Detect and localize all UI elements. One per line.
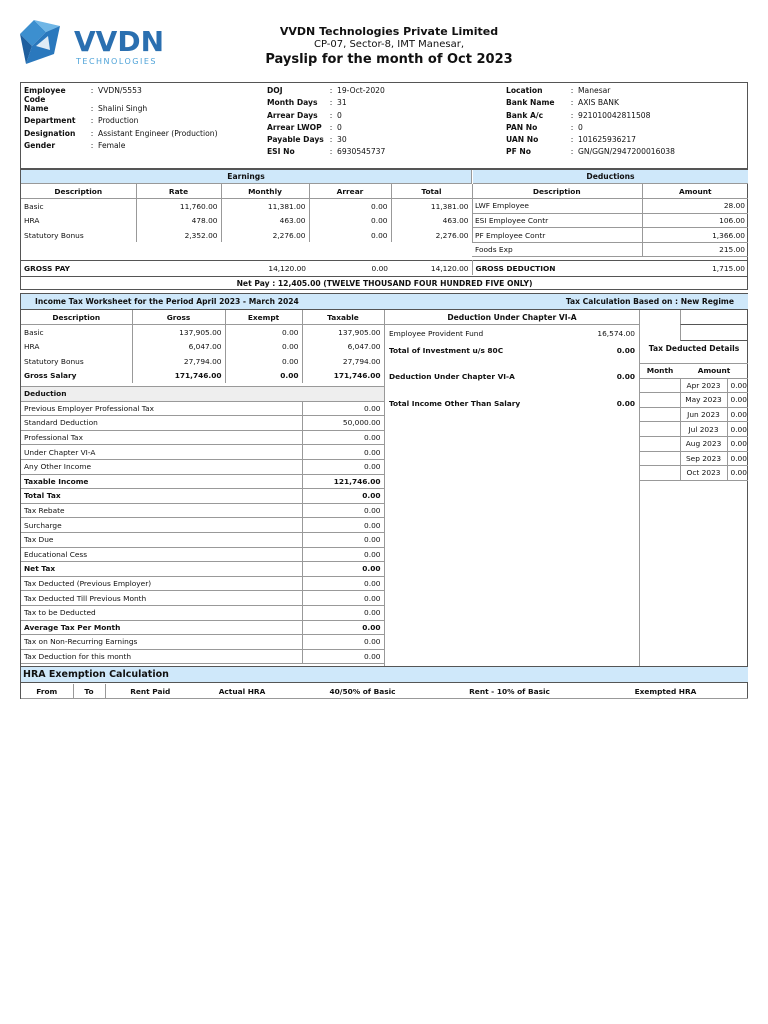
info-separator: : — [329, 122, 333, 132]
company-logo — [20, 20, 180, 68]
tds-amount: 0.00 — [727, 466, 748, 481]
tax-item-row — [21, 635, 384, 650]
tax-cell: 6,047.00 — [132, 339, 225, 354]
earnings-cell: HRA — [21, 213, 136, 228]
tds-amount: 0.00 — [727, 393, 748, 408]
tds-row — [640, 422, 748, 437]
hra-col-exempted: Exempted HRA — [634, 686, 697, 696]
tax-col-description: Description — [21, 310, 132, 325]
info-row — [506, 86, 746, 98]
chapter-via-value: 0.00 — [616, 346, 635, 355]
info-separator: : — [329, 98, 333, 108]
info-label: DOJ — [267, 86, 283, 95]
earnings-row — [21, 228, 472, 243]
deduction-description: ESI Employee Contr — [472, 213, 642, 228]
gross-pay-monthly: 14,120.00 — [268, 263, 306, 273]
tax-item-label: Taxable Income — [21, 474, 302, 489]
info-row — [506, 135, 746, 147]
info-row — [267, 111, 497, 123]
tax-cell: 137,905.00 — [302, 325, 384, 340]
tax-cell: 0.00 — [225, 368, 302, 383]
deduction-amount: 1,366.00 — [712, 230, 745, 240]
earnings-cell: 478.00 — [136, 213, 221, 228]
tax-item-value: 0.00 — [302, 576, 384, 591]
hra-table — [21, 684, 748, 699]
info-label: ESI No — [267, 147, 295, 157]
tax-item-row — [21, 503, 384, 518]
tds-spacer — [640, 422, 680, 437]
company-header — [200, 25, 578, 67]
tax-item-value: 0.00 — [302, 591, 384, 606]
tds-month: May 2023 — [680, 393, 727, 408]
gross-pay-label: GROSS PAY — [24, 263, 71, 273]
info-value: 101625936217 — [578, 135, 636, 145]
info-value: 921010042811508 — [578, 110, 651, 120]
info-label: Bank Name — [506, 98, 555, 108]
tax-regime: Tax Calculation Based on : New Regime — [565, 297, 734, 306]
info-separator: : — [90, 86, 94, 95]
earnings-row — [21, 199, 472, 214]
tds-col-amount: Amount — [697, 366, 731, 376]
tds-month: Oct 2023 — [680, 466, 727, 481]
tax-item-value: 0.00 — [302, 649, 384, 664]
chapter-via-label: Total of Investment u/s 80C — [389, 346, 504, 355]
chapter-via-label: Employee Provident Fund — [389, 329, 484, 338]
earnings-cell: Basic — [21, 199, 136, 214]
tax-item-value: 121,746.00 — [302, 474, 384, 489]
info-label: Arrear Days — [267, 110, 318, 120]
info-separator: : — [329, 86, 333, 95]
info-label: Location — [506, 86, 543, 95]
tax-cell: 171,746.00 — [132, 368, 225, 383]
hra-section — [20, 666, 748, 699]
info-row — [506, 147, 746, 159]
tax-deduction-table — [21, 386, 385, 664]
tax-item-value: 0.00 — [302, 489, 384, 504]
tax-item-row — [21, 430, 384, 445]
info-value: 19-Oct-2020 — [337, 86, 385, 95]
info-row — [506, 123, 746, 135]
info-separator: : — [570, 122, 574, 132]
tax-cell: HRA — [21, 339, 132, 354]
info-value: 0 — [337, 110, 342, 120]
tax-item-label: Surcharge — [21, 518, 302, 533]
info-label: PF No — [506, 147, 531, 157]
tax-item-row — [21, 591, 384, 606]
tax-cell: 6,047.00 — [302, 339, 384, 354]
tax-item-label: Under Chapter VI-A — [21, 445, 302, 460]
tax-item-row — [21, 649, 384, 664]
company-name: VVDN Technologies Private Limited — [279, 25, 499, 38]
tds-spacer — [640, 407, 680, 422]
tds-col-month: Month — [646, 366, 674, 376]
deduction-amount: 215.00 — [719, 245, 745, 255]
deduction-description: Foods Exp — [472, 242, 642, 257]
deduction-amount: 28.00 — [723, 201, 745, 211]
earnings-cell: 11,381.00 — [391, 199, 472, 214]
tds-month: Jul 2023 — [680, 422, 727, 437]
earnings-cell: 2,352.00 — [136, 228, 221, 243]
info-label: Designation — [24, 128, 76, 138]
tax-cell: 0.00 — [225, 354, 302, 369]
info-separator: : — [570, 147, 574, 157]
info-value: Shalini Singh — [98, 104, 148, 113]
tax-item-row — [21, 416, 384, 431]
tax-col-gross: Gross — [132, 310, 225, 325]
tax-item-value: 0.00 — [302, 445, 384, 460]
info-row — [506, 111, 746, 123]
info-value: Assistant Engineer (Production) — [98, 128, 218, 138]
tax-col-exempt: Exempt — [225, 310, 302, 325]
tds-row — [640, 393, 748, 408]
info-row — [267, 123, 497, 135]
ded-col-description: Description — [472, 184, 642, 199]
deductions-title: Deductions — [473, 170, 748, 184]
tds-month: Jun 2023 — [680, 407, 727, 422]
info-separator: : — [570, 98, 574, 108]
info-value: 0 — [578, 122, 583, 132]
tax-item-row — [21, 620, 384, 635]
tds-row — [640, 466, 748, 481]
info-row — [267, 135, 497, 147]
tax-col-taxable: Taxable — [302, 310, 384, 325]
tds-spacer — [640, 436, 680, 451]
info-value: Female — [98, 140, 126, 150]
earnings-row — [21, 213, 472, 228]
hra-col-to: To — [73, 684, 105, 699]
tax-item-value: 0.00 — [302, 532, 384, 547]
tax-cell: Statutory Bonus — [21, 354, 132, 369]
tax-item-label: Tax Deduction for this month — [21, 649, 302, 664]
info-separator: : — [570, 110, 574, 120]
tax-item-label: Tax on Non-Recurring Earnings — [21, 635, 302, 650]
net-pay: Net Pay : 12,405.00 (TWELVE THOUSAND FOUR HUNDRED FIVE ONLY) — [21, 276, 748, 290]
earn-col-total: Total — [391, 184, 472, 199]
employee-info-col3 — [506, 86, 746, 160]
tax-row — [21, 354, 384, 369]
gross-pay-total: 14,120.00 — [391, 261, 472, 276]
info-separator: : — [90, 140, 94, 150]
chapter-via-value: 16,574.00 — [597, 329, 635, 338]
earnings-cell: 0.00 — [309, 228, 391, 243]
earnings-cell: Statutory Bonus — [21, 228, 136, 243]
gross-pay-arrear: 0.00 — [371, 263, 388, 273]
tax-cell: 0.00 — [225, 339, 302, 354]
info-separator: : — [90, 104, 94, 113]
tds-spacer — [640, 466, 680, 481]
chapter-via-label: Deduction Under Chapter VI-A — [389, 372, 515, 381]
employee-info — [20, 82, 748, 169]
hra-col-rent-paid: Rent Paid — [130, 686, 171, 696]
tds-row — [640, 451, 748, 466]
tax-cell: Gross Salary — [21, 368, 132, 383]
tax-period-title: Income Tax Worksheet for the Period April 2023 - March 2024 — [35, 297, 299, 306]
tax-item-label: Tax to be Deducted — [21, 605, 302, 620]
chapter-via-row — [389, 346, 635, 355]
info-label: Arrear LWOP — [267, 122, 322, 132]
tax-cell: 27,794.00 — [302, 354, 384, 369]
deduction-amount: 106.00 — [719, 215, 745, 225]
earnings-cell: 463.00 — [391, 213, 472, 228]
tax-item-row — [21, 547, 384, 562]
tax-item-label: Previous Employer Professional Tax — [21, 401, 302, 416]
tax-item-label: Educational Cess — [21, 547, 302, 562]
tax-item-label: Tax Rebate — [21, 503, 302, 518]
tds-row — [640, 407, 748, 422]
info-value: 31 — [337, 98, 347, 108]
info-value: Production — [98, 116, 139, 126]
info-label: Name — [24, 104, 49, 113]
tax-cell: Basic — [21, 325, 132, 340]
info-separator: : — [570, 86, 574, 95]
tds-table — [640, 363, 748, 481]
tax-item-value: 0.00 — [302, 635, 384, 650]
hra-col-rent-minus: Rent - 10% of Basic — [469, 686, 550, 696]
info-separator: : — [329, 110, 333, 120]
earnings-title: Earnings — [21, 170, 472, 184]
earnings-deductions-section — [20, 169, 748, 290]
info-row — [24, 104, 264, 116]
tds-amount: 0.00 — [727, 422, 748, 437]
tax-item-label: Average Tax Per Month — [21, 620, 302, 635]
info-label: Month Days — [267, 98, 318, 108]
deductions-row — [472, 242, 748, 257]
logo-subtext: TECHNOLOGIES — [76, 57, 157, 66]
tax-item-label: Net Tax — [21, 562, 302, 577]
ded-col-amount: Amount — [678, 186, 712, 196]
chapter-via-title: Deduction Under Chapter VI-A — [385, 310, 639, 325]
tds-spacer — [640, 393, 680, 408]
employee-info-col1 — [24, 86, 264, 153]
earn-col-rate: Rate — [136, 184, 221, 199]
tax-item-row — [21, 562, 384, 577]
tax-item-row — [21, 518, 384, 533]
earnings-cell: 11,381.00 — [221, 199, 309, 214]
tds-month: Sep 2023 — [680, 451, 727, 466]
tax-item-value: 0.00 — [302, 518, 384, 533]
tax-item-label: Standard Deduction — [21, 416, 302, 431]
info-value: Manesar — [578, 86, 611, 95]
info-value: 6930545737 — [337, 147, 386, 157]
deductions-row — [472, 199, 748, 214]
info-row — [24, 86, 264, 104]
tax-item-label: Total Tax — [21, 489, 302, 504]
tax-item-value: 0.00 — [302, 547, 384, 562]
employee-info-col2 — [267, 86, 497, 160]
tax-item-value: 0.00 — [302, 459, 384, 474]
tax-cell: 137,905.00 — [132, 325, 225, 340]
earn-col-arrear: Arrear — [309, 184, 391, 199]
tds-month: Aug 2023 — [680, 436, 727, 451]
tax-item-value: 0.00 — [302, 503, 384, 518]
info-separator: : — [90, 128, 94, 138]
tax-cell: 0.00 — [225, 325, 302, 340]
deduction-description: PF Employee Contr — [472, 228, 642, 243]
earn-col-description: Description — [21, 184, 136, 199]
info-separator: : — [570, 135, 574, 145]
info-row — [267, 86, 497, 98]
info-row — [267, 147, 497, 159]
tax-item-row — [21, 445, 384, 460]
info-separator: : — [329, 147, 333, 157]
earnings-cell: 2,276.00 — [391, 228, 472, 243]
hra-title: HRA Exemption Calculation — [21, 667, 748, 683]
info-value: 30 — [337, 135, 347, 145]
tax-item-label: Professional Tax — [21, 430, 302, 445]
tax-item-label: Tax Deducted (Previous Employer) — [21, 576, 302, 591]
tax-cell: 27,794.00 — [132, 354, 225, 369]
tax-cell: 171,746.00 — [302, 368, 384, 383]
deductions-table — [472, 184, 748, 257]
info-row — [506, 98, 746, 110]
earnings-cell: 2,276.00 — [221, 228, 309, 243]
deduction-label: Deduction — [21, 387, 384, 402]
gross-deduction-amount: 1,715.00 — [712, 263, 745, 273]
tax-item-value: 0.00 — [302, 401, 384, 416]
info-label: UAN No — [506, 135, 539, 145]
earnings-cell: 0.00 — [309, 213, 391, 228]
chapter-via-row — [389, 399, 635, 408]
tax-item-label: Tax Due — [21, 532, 302, 547]
tax-deduction-header — [21, 387, 384, 402]
tax-item-value: 0.00 — [302, 562, 384, 577]
tax-item-row — [21, 459, 384, 474]
tds-panel — [640, 310, 748, 668]
info-label: Payable Days — [267, 135, 324, 145]
info-row — [24, 141, 264, 153]
tax-item-value: 50,000.00 — [302, 416, 384, 431]
tax-item-row — [21, 576, 384, 591]
tax-row — [21, 368, 384, 383]
tax-item-row — [21, 401, 384, 416]
info-label: Gender — [24, 140, 56, 150]
payslip-title: Payslip for the month of Oct 2023 — [265, 52, 513, 67]
tax-title-bar — [21, 294, 748, 310]
tax-item-row — [21, 605, 384, 620]
hra-col-basic-pct: 40/50% of Basic — [329, 686, 396, 696]
chapter-via-panel — [384, 310, 640, 668]
info-value: 0 — [337, 122, 342, 132]
hra-col-actual-hra: Actual HRA — [218, 686, 266, 696]
earnings-cell: 463.00 — [221, 213, 309, 228]
tax-item-value: 0.00 — [302, 605, 384, 620]
tds-title: Tax Deducted Details — [648, 344, 740, 353]
tax-item-row — [21, 532, 384, 547]
hra-col-from: From — [21, 684, 73, 699]
earnings-cell: 0.00 — [309, 199, 391, 214]
tax-item-row — [21, 489, 384, 504]
company-address: CP-07, Sector-8, IMT Manesar, — [313, 39, 465, 50]
tax-row — [21, 325, 384, 340]
deductions-row — [472, 213, 748, 228]
deductions-row — [472, 228, 748, 243]
chapter-via-value: 0.00 — [616, 372, 635, 381]
info-label: Department — [24, 116, 76, 126]
earn-col-monthly: Monthly — [221, 184, 309, 199]
chapter-via-label: Total Income Other Than Salary — [389, 399, 521, 408]
info-label: PAN No — [506, 122, 538, 132]
tds-row — [640, 436, 748, 451]
info-value: GN/GGN/2947200016038 — [578, 147, 675, 157]
gross-row — [21, 260, 748, 275]
info-separator: : — [329, 135, 333, 145]
info-row — [24, 116, 264, 128]
tax-item-row — [21, 474, 384, 489]
tax-item-value: 0.00 — [302, 430, 384, 445]
tax-row — [21, 339, 384, 354]
earnings-table — [21, 184, 473, 242]
tds-amount: 0.00 — [727, 407, 748, 422]
tds-month: Apr 2023 — [680, 378, 727, 393]
gross-pay-rate — [136, 261, 221, 276]
tds-amount: 0.00 — [727, 378, 748, 393]
chapter-via-row — [389, 372, 635, 381]
earnings-cell: 11,760.00 — [136, 199, 221, 214]
chapter-via-value: 0.00 — [616, 399, 635, 408]
info-value: AXIS BANK — [578, 98, 619, 108]
tax-item-label: Any Other Income — [21, 459, 302, 474]
tax-item-value: 0.00 — [302, 620, 384, 635]
tds-row — [640, 378, 748, 393]
tax-item-label: Tax Deducted Till Previous Month — [21, 591, 302, 606]
info-value: VVDN/5553 — [98, 86, 142, 95]
logo-wordmark: VVDN — [74, 25, 165, 58]
tax-worksheet — [20, 293, 748, 667]
info-label: Employee Code — [24, 86, 66, 104]
gross-deduction-label: GROSS DEDUCTION — [475, 263, 556, 273]
chapter-via-row — [389, 329, 635, 338]
tds-spacer — [640, 451, 680, 466]
info-row — [24, 129, 264, 141]
info-row — [267, 98, 497, 110]
tds-amount: 0.00 — [727, 451, 748, 466]
tax-main-table — [21, 310, 385, 383]
info-label: Bank A/c — [506, 110, 544, 120]
info-separator: : — [90, 116, 94, 126]
tds-amount: 0.00 — [727, 436, 748, 451]
tds-spacer — [640, 378, 680, 393]
deduction-description: LWF Employee — [472, 199, 642, 214]
